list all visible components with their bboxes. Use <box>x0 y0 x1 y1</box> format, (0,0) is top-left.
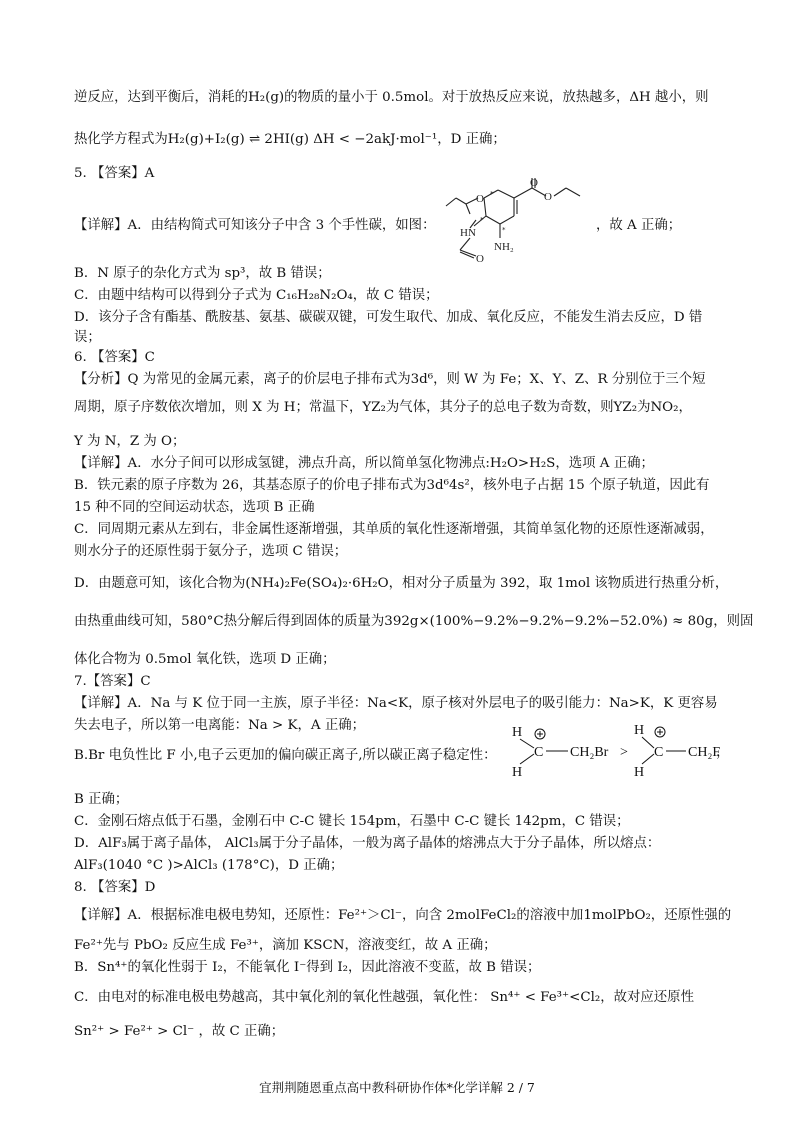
text-line: D．该分子含有酯基、酰胺基、氨基、碳碳双键，可发生取代、加成、氧化反应，不能发生消去反应，D 错 <box>74 310 703 325</box>
text-line: B.Br 电负性比 F 小,电子云更加的偏向碳正离子,所以碳正离子稳定性： <box>74 748 497 763</box>
h-bottom-left: H <box>512 765 523 780</box>
ester-link-oxygen: O <box>544 191 552 203</box>
text-line: 热化学方程式为H₂(g)+I₂(g) ⇌ 2HI(g) ΔH < −2akJ·mol⁻¹，D 正确； <box>74 132 506 147</box>
amine-label: NH₂ <box>494 241 514 253</box>
text-line: Sn²⁺ > Fe²⁺ > Cl⁻ ，故 C 正确； <box>74 1024 285 1039</box>
h-top-right: H <box>634 723 645 738</box>
ester-oxygen-label: O <box>530 177 538 189</box>
text-line: AlF₃(1040 °C )>AlCl₃ (178°C)，D 正确； <box>74 858 344 873</box>
text-line: D．AlF₃属于离子晶体， AlCl₃属于分子晶体，一般为离子晶体的熔沸点大于分子晶体，所以熔点： <box>74 836 661 851</box>
carbocation-comparison-figure <box>508 722 730 782</box>
group-ch2br: CH₂Br <box>570 745 609 760</box>
text-line: 逆反应，达到平衡后，消耗的H₂(g)的物质的量小于 0.5mol。对于放热反应来说，放热越多，ΔH 越小，则 <box>74 90 709 105</box>
text-line: D．由题意可知，该化合物为(NH₄)₂Fe(SO₄)₂·6H₂O，相对分子质量为 392，取 1mol 该物质进行热重分析， <box>74 576 729 591</box>
text-line: 5. 【答案】A <box>74 166 155 181</box>
text-line: Fe²⁺先与 PbO₂ 反应生成 Fe³⁺，滴加 KSCN，溶液变红，故 A 正确； <box>74 938 497 953</box>
amide-oxygen-label: O <box>476 253 484 265</box>
chiral-marker: * <box>502 226 506 234</box>
group-ch2f: CH₂F <box>688 745 721 760</box>
text-line: B．铁元素的原子序数为 26，其基态原子的价电子排布式为3d⁶4s²，核外电子占据 15 个原子轨道，因此有 <box>74 478 710 493</box>
text-line: C．金刚石熔点低于石墨，金刚石中 C-C 键长 154pm，石墨中 C-C 键长 142pm，C 错误； <box>74 814 630 829</box>
text-line: 【详解】A．根据标准电极电势知，还原性：Fe²⁺＞Cl⁻，向含 2molFeCl₂的溶液中加1molPbO₂，还原性强的 <box>74 908 732 923</box>
text-line: 周期，原子序数依次增加，则 X 为 H；常温下，YZ₂为气体，其分子的总电子数为奇数，则YZ₂为NO₂， <box>74 400 692 415</box>
text-line: 体化合物为 0.5mol 氧化铁，选项 D 正确； <box>74 652 336 667</box>
text-line: C．同周期元素从左到右，非金属性逐渐增强，其单质的氧化性逐渐增强，其简单氢化物的还原性逐渐减弱， <box>74 522 714 537</box>
text-line: 误； <box>74 330 101 345</box>
h-bottom-right: H <box>634 765 645 780</box>
greater-than: > <box>620 745 628 760</box>
page-footer: 宜荆荆随恩重点高中教科研协作体*化学详解 2 / 7 <box>259 1080 535 1095</box>
ring-oxygen-label: O <box>476 193 484 205</box>
amide-hn-label: HN <box>460 227 476 239</box>
text-line: Y 为 N，Z 为 O； <box>74 434 186 449</box>
text-line: 6. 【答案】C <box>74 350 155 365</box>
text-line: C．由题中结构可以得到分子式为 C₁₆H₂₈N₂O₄，故 C 错误； <box>74 288 439 303</box>
text-line: 15 种不同的空间运动状态，选项 B 正确 <box>74 500 315 515</box>
carbon-right: C <box>654 745 664 760</box>
text-line: 由热重曲线可知，580°C热分解后得到固体的质量为392g×(100%−9.2%−9.2%−9.2%−52.0%) ≈ 80g，则固 <box>74 614 754 629</box>
text-line: B．N 原子的杂化方式为 sp³，故 B 错误； <box>74 266 331 281</box>
carbon-left: C <box>534 745 544 760</box>
text-line: 8. 【答案】D <box>74 880 156 895</box>
h-top-left: H <box>512 725 523 740</box>
text-line: 【分析】Q 为常见的金属元素，离子的价层电子排布式为3d⁶，则 W 为 Fe；X、Y、Z、R 分别位于三个短 <box>74 372 706 387</box>
trailing-comma: ， <box>716 745 730 760</box>
text-line: C．由电对的标准电极电势越高，其中氧化剂的氧化性越强，氧化性： Sn⁴⁺ < Fe³⁺<Cl₂，故对应还原性 <box>74 990 694 1005</box>
molecule-structure-figure <box>440 176 590 265</box>
text-line: 则水分子的还原性弱于氨分子，选项 C 错误； <box>74 544 348 559</box>
text-line: ，故 A 正确； <box>596 218 682 233</box>
text-line: 7.【答案】C <box>74 674 151 689</box>
text-line: B 正确； <box>74 792 129 807</box>
chiral-marker: * <box>480 216 484 224</box>
text-line: 【详解】A．水分子间可以形成氢键，沸点升高，所以简单氢化物沸点:H₂O>H₂S，选项 A 正确； <box>74 456 654 471</box>
chiral-marker: * <box>490 190 494 198</box>
text-line: 【详解】A．由结构简式可知该分子中含 3 个手性碳，如图： <box>74 218 436 233</box>
text-line: B．Sn⁴⁺的氧化性弱于 I₂，不能氧化 I⁻得到 I₂，因此溶液不变蓝，故 B 错误； <box>74 960 541 975</box>
text-line: 【详解】A．Na 与 K 位于同一主族，原子半径：Na<K，原子核对外层电子的吸引能力：Na>K，K 更容易 <box>74 696 718 711</box>
text-line: 失去电子，所以第一电离能：Na > K，A 正确； <box>74 718 366 733</box>
